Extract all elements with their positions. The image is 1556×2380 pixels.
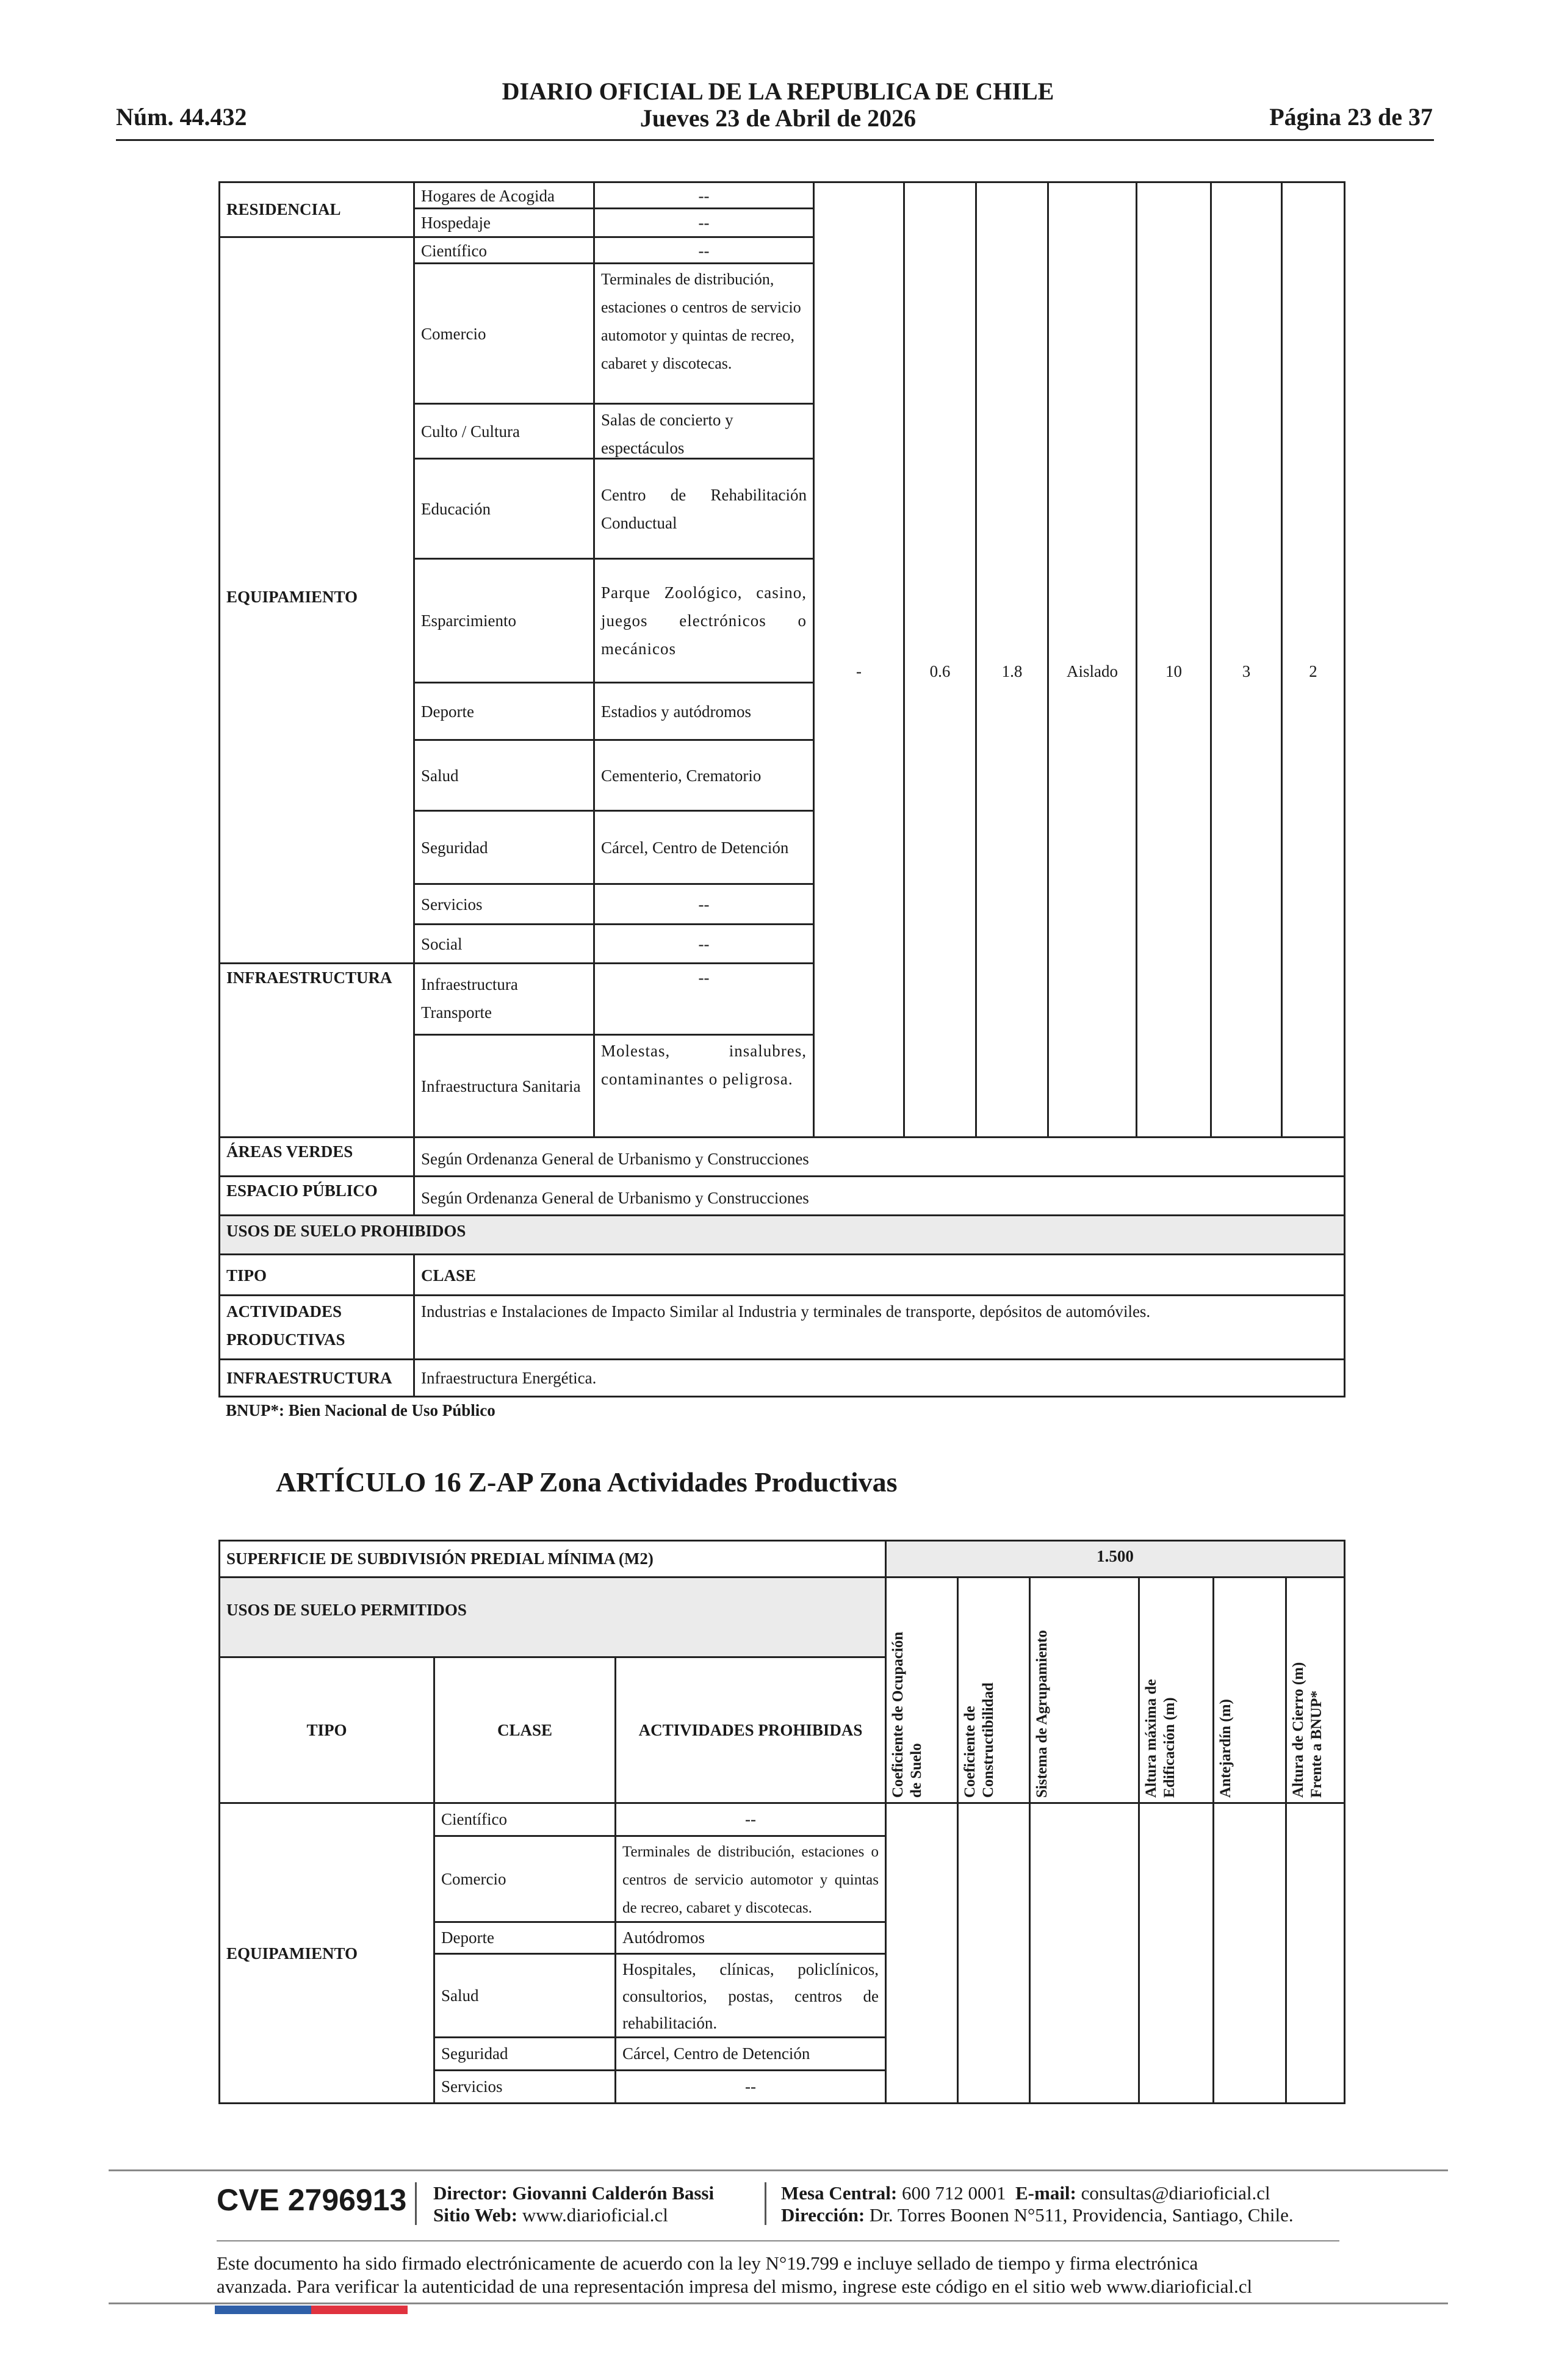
clase-cell: Esparcimiento <box>413 558 595 683</box>
empty-norm-cell <box>1285 1802 1345 2104</box>
prohibidas-cell: Molestas, insalubres, contaminantes o peligrosa. <box>593 1034 815 1138</box>
clase-cell: Culto / Cultura <box>413 403 595 460</box>
footer-legal <box>217 2252 1252 2298</box>
tipo-infraestructura-prohibida: INFRAESTRUCTURA <box>218 1358 415 1397</box>
direccion-label: Dirección: <box>781 2204 865 2226</box>
norm-constructibilidad: 0.6 <box>903 181 977 1138</box>
prohibidas-cell: Terminales de distribución, estaciones o centros de servicio automotor y quintas de recreo, cabaret y discotecas. <box>614 1835 887 1923</box>
prohibidas-cell: -- <box>593 923 815 964</box>
areas-verdes-value: Según Ordenanza General de Urbanismo y Construcciones <box>413 1136 1345 1177</box>
norm-cierro: 2 <box>1281 181 1345 1138</box>
prohibidas-header: ACTIVIDADES PROHIBIDAS <box>614 1656 887 1804</box>
header-constructibilidad-text: Coeficiente de Constructibilidad <box>962 1682 996 1798</box>
tipo-header: TIPO <box>218 1656 435 1804</box>
header-rule <box>116 139 1434 141</box>
superficie-label: SUPERFICIE DE SUBDIVISIÓN PREDIAL MÍNIMA (M2) <box>218 1540 887 1578</box>
clase-cell: Científico <box>433 1802 616 1837</box>
prohibidas-cell: Autódromos <box>614 1921 887 1955</box>
header-agrupamiento-text: Sistema de Agrupamiento <box>1034 1630 1050 1798</box>
cve-code: CVE 2796913 <box>217 2183 407 2217</box>
issue-date: Jueves 23 de Abril de 2026 <box>639 104 917 132</box>
espacio-publico-label: ESPACIO PÚBLICO <box>218 1175 415 1216</box>
clase-cell: Educación <box>413 458 595 560</box>
norm-ocupacion: - <box>813 181 905 1138</box>
clase-cell: Científico <box>413 236 595 264</box>
article-title: ARTÍCULO 16 Z-AP Zona Actividades Productivas <box>276 1466 898 1498</box>
header-constructibilidad <box>957 1576 1031 1804</box>
bnup-footnote: BNUP*: Bien Nacional de Uso Público <box>226 1401 495 1419</box>
prohibidas-cell: Terminales de distribución, estaciones o centros de servicio automotor y quintas de recreo, cabaret y discotecas. <box>593 262 815 405</box>
prohibidos-title: USOS DE SUELO PROHIBIDOS <box>218 1214 1345 1255</box>
empty-norm-cell <box>1029 1802 1140 2104</box>
legal-line-1: Este documento ha sido firmado electrónicamente de acuerdo con la ley N°19.799 e incluye sellado de tiempo y firma electrónica <box>217 2252 1198 2274</box>
empty-norm-cell <box>1138 1802 1214 2104</box>
tipo-equipamiento-2: EQUIPAMIENTO <box>218 1802 435 2104</box>
tipo-header: TIPO <box>218 1253 415 1296</box>
tipo-residencial: RESIDENCIAL <box>218 181 415 238</box>
prohibidas-cell: -- <box>593 962 815 1036</box>
clase-cell: Servicios <box>433 2069 616 2104</box>
footer-rule-mid <box>217 2240 1339 2241</box>
norm-altura: 10 <box>1136 181 1212 1138</box>
sitio-link[interactable]: www.diarioficial.cl <box>522 2204 668 2226</box>
espacio-publico-value: Según Ordenanza General de Urbanismo y Construcciones <box>413 1175 1345 1216</box>
tipo-infraestructura: INFRAESTRUCTURA <box>218 962 415 1138</box>
stripe-blue <box>215 2306 311 2314</box>
tipo-actividades-productivas: ACTIVIDADES PRODUCTIVAS <box>218 1294 415 1360</box>
header-altura <box>1138 1576 1214 1804</box>
norm-agrupamiento: Aislado <box>1047 181 1137 1138</box>
prohibidas-cell: Cementerio, Crematorio <box>593 739 815 812</box>
director-name: Giovanni Calderón Bassi <box>512 2182 715 2204</box>
header-cierro <box>1285 1576 1345 1804</box>
tipo-equipamiento: EQUIPAMIENTO <box>218 236 415 964</box>
clase-cell: Hospedaje <box>413 207 595 238</box>
prohibidas-cell: Centro de Rehabilitación Conductual <box>593 458 815 560</box>
header-altura-text: Altura máxima de Edificación (m) <box>1143 1679 1178 1798</box>
prohibidas-cell: -- <box>614 1802 887 1837</box>
legal-line-2: avanzada. Para verificar la autenticidad de una representación impresa del mismo, ingrese este código en el sitio web www.diarioficial.cl <box>217 2276 1253 2297</box>
empty-norm-cell <box>1212 1802 1287 2104</box>
prohibidas-cell: Cárcel, Centro de Detención <box>614 2036 887 2071</box>
areas-verdes-label: ÁREAS VERDES <box>218 1136 415 1177</box>
page-number: Página 23 de 37 <box>1269 103 1433 131</box>
prohibidas-cell: Salas de concierto y espectáculos <box>593 403 815 460</box>
clase-cell: Salud <box>433 1953 616 2038</box>
prohibidas-cell: Cárcel, Centro de Detención <box>593 810 815 885</box>
footer-divider <box>415 2182 417 2225</box>
prohibidas-cell: -- <box>593 181 815 209</box>
prohibidas-cell: -- <box>593 207 815 238</box>
footer-rule-top <box>109 2169 1448 2171</box>
email-link[interactable]: consultas@diarioficial.cl <box>1081 2182 1270 2204</box>
clase-cell: Hogares de Acogida <box>413 181 595 209</box>
clase-cell: Deporte <box>433 1921 616 1955</box>
clase-cell: Seguridad <box>433 2036 616 2071</box>
sitio-label: Sitio Web: <box>433 2204 518 2226</box>
empty-norm-cell <box>885 1802 959 2104</box>
clase-cell: Seguridad <box>413 810 595 885</box>
header-antejardin <box>1212 1576 1287 1804</box>
norm-antejardin: 3 <box>1210 181 1283 1138</box>
director-label: Director: <box>433 2182 508 2204</box>
direccion-value: Dr. Torres Boonen N°511, Providencia, Santiago, Chile. <box>869 2204 1294 2226</box>
clase-cell: Infraestructura Sanitaria <box>413 1034 595 1138</box>
email-label: E-mail: <box>1015 2182 1076 2204</box>
clase-header: CLASE <box>413 1253 1345 1296</box>
superficie-value: 1.500 <box>885 1540 1345 1578</box>
prohibidas-cell: -- <box>593 236 815 264</box>
clase-cell: Salud <box>413 739 595 812</box>
header-ocupacion-text: Coeficiente de Ocupación de Suelo <box>890 1631 924 1798</box>
gazette-title: DIARIO OFICIAL DE LA REPUBLICA DE CHILE <box>502 78 1054 105</box>
clase-cell: Comercio <box>433 1835 616 1923</box>
clase-cell: Deporte <box>413 682 595 741</box>
footer-director-block <box>433 2182 714 2226</box>
mesa-label: Mesa Central: <box>781 2182 898 2204</box>
clase-cell: Servicios <box>413 883 595 925</box>
footer-contact-block <box>781 2182 1294 2226</box>
prohibidas-cell: Estadios y autódromos <box>593 682 815 741</box>
empty-norm-cell <box>957 1802 1031 2104</box>
prohibidas-cell: Hospitales, clínicas, policlínicos, consultorios, postas, centros de rehabilitación. <box>614 1953 887 2038</box>
prohibidas-cell: Parque Zoológico, casino, juegos electrónicos o mecánicos <box>593 558 815 683</box>
header-cierro-text: Altura de Cierro (m) Frente a BNUP* <box>1290 1662 1325 1798</box>
footer-rule-bottom <box>109 2302 1448 2304</box>
prohibidas-cell: -- <box>593 883 815 925</box>
clase-infraestructura-prohibida: Infraestructura Energética. <box>413 1358 1345 1397</box>
mesa-value: 600 712 0001 <box>902 2182 1006 2204</box>
clase-header: CLASE <box>433 1656 616 1804</box>
issue-number: Núm. 44.432 <box>116 103 247 131</box>
clase-cell: Infraestructura Transporte <box>413 962 595 1036</box>
usos-permitidos-label: USOS DE SUELO PERMITIDOS <box>218 1576 887 1658</box>
stripe-red <box>311 2306 408 2314</box>
footer-divider <box>765 2182 766 2225</box>
header-antejardin-text: Antejardín (m) <box>1217 1699 1234 1798</box>
clase-actividades-productivas: Industrias e Instalaciones de Impacto Similar al Industria y terminales de transporte, depósitos de automóviles. <box>413 1294 1345 1360</box>
header-agrupamiento <box>1029 1576 1140 1804</box>
clase-cell: Comercio <box>413 262 595 405</box>
clase-cell: Social <box>413 923 595 964</box>
header-ocupacion <box>885 1576 959 1804</box>
norm-value: 1.8 <box>975 181 1049 1138</box>
prohibidas-cell: -- <box>614 2069 887 2104</box>
